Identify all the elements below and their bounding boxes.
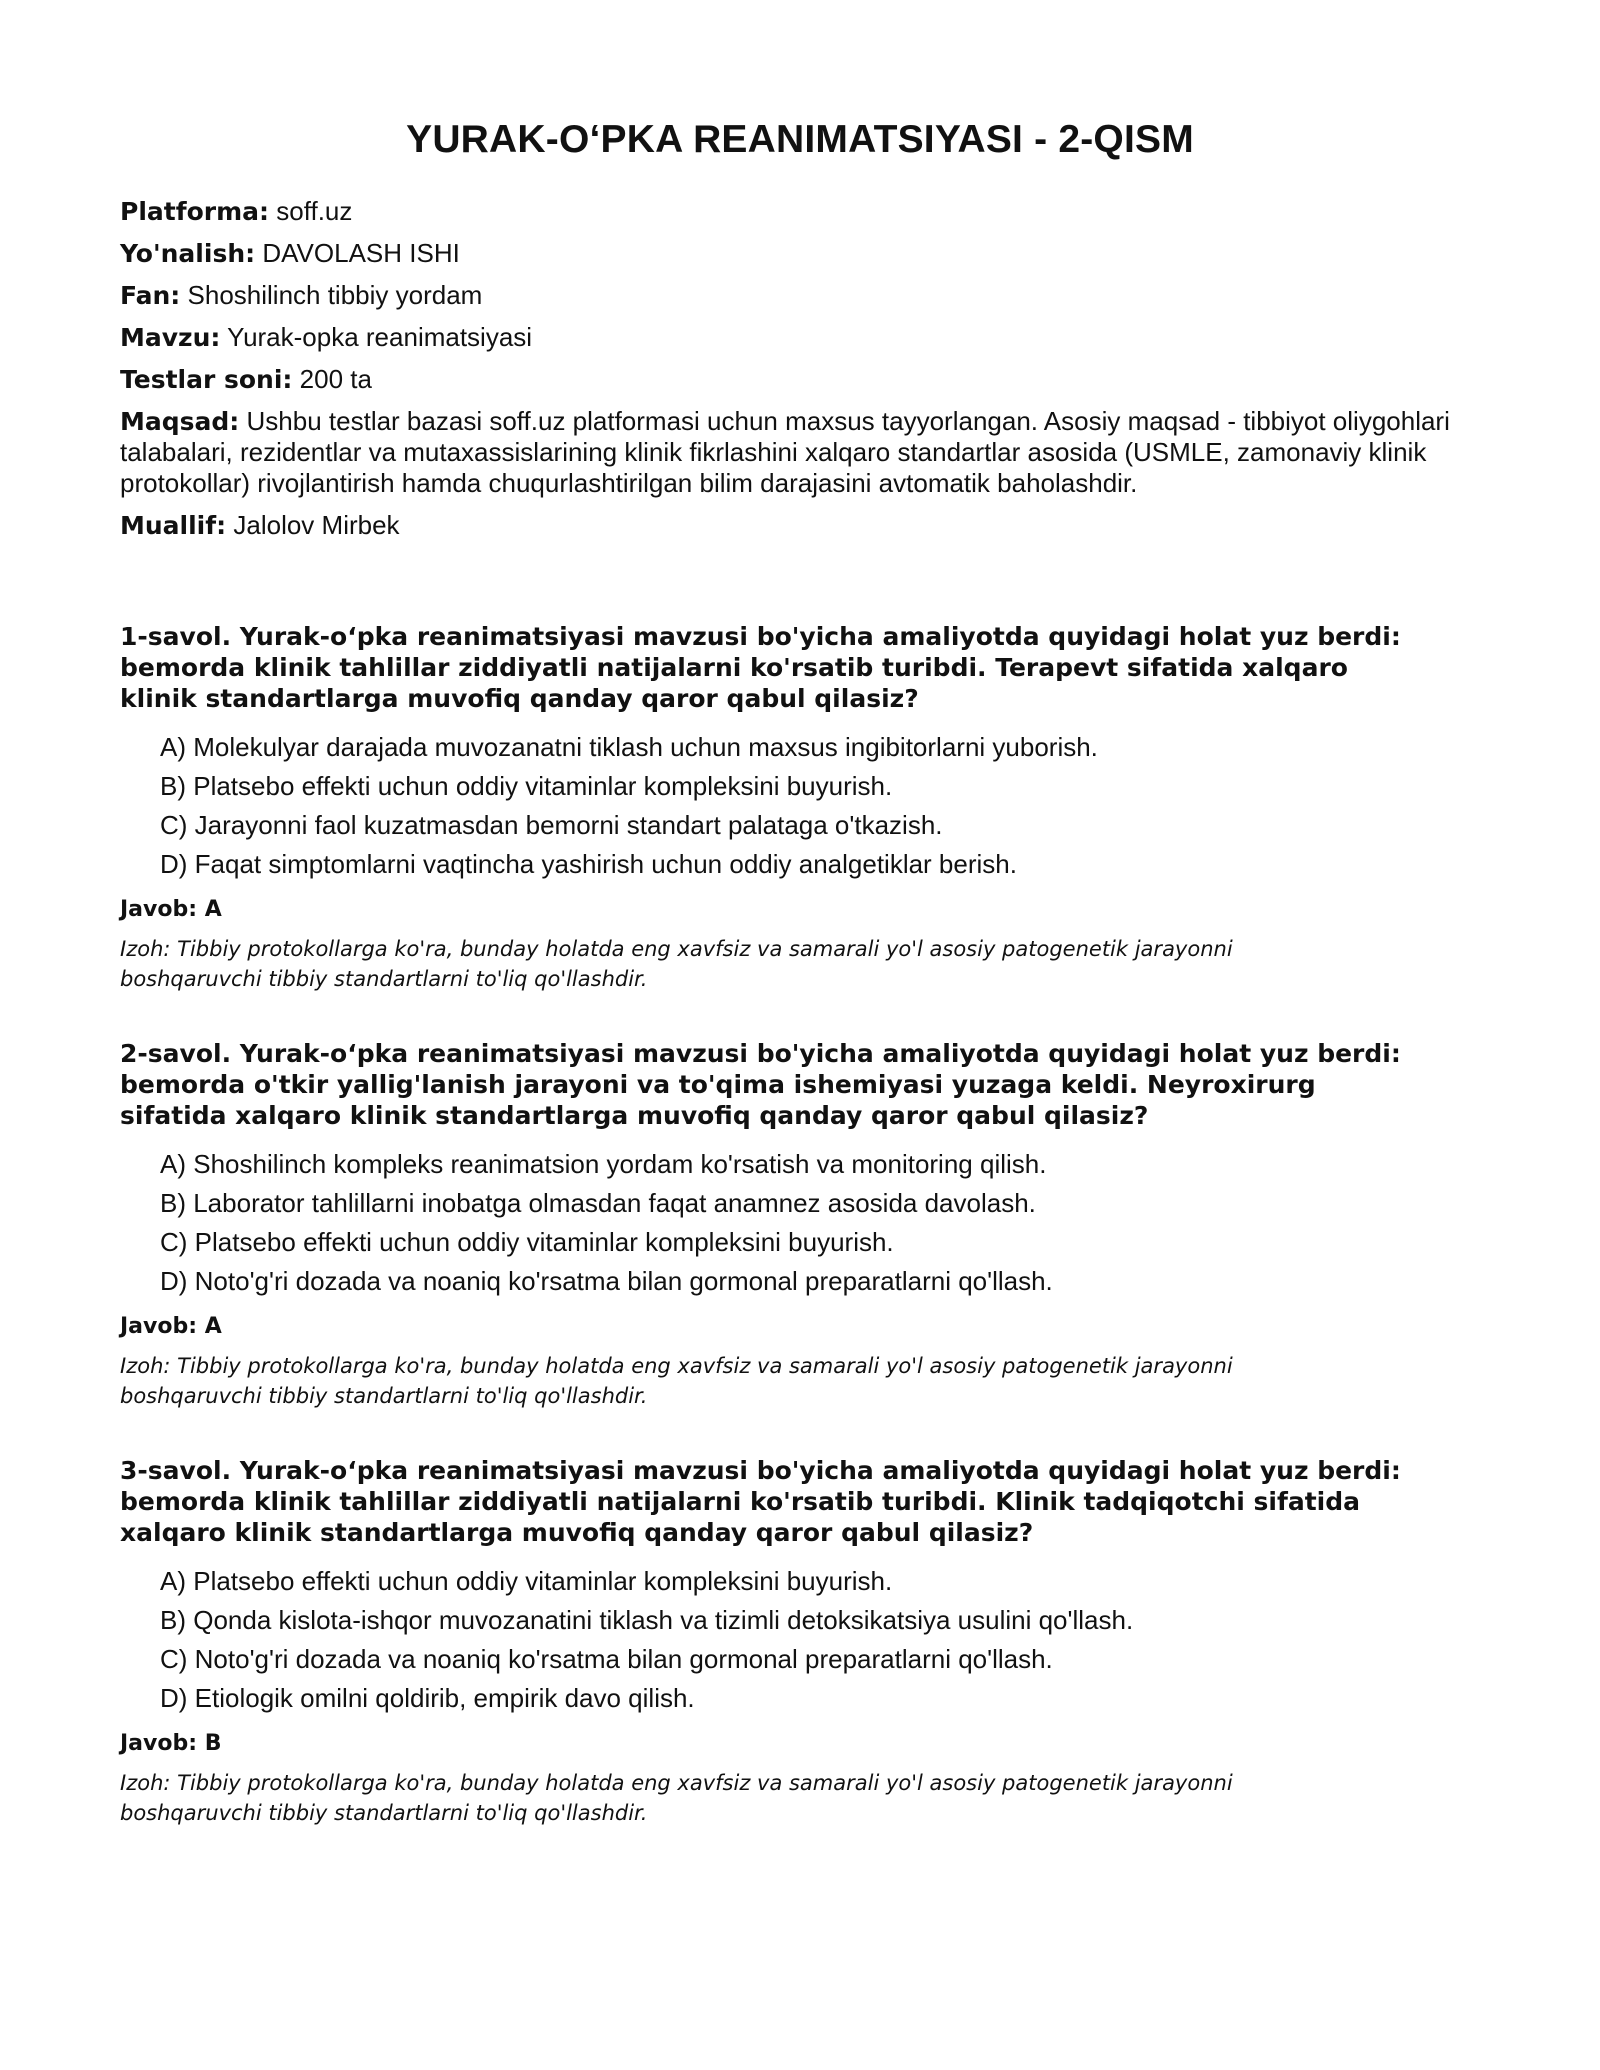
question-text: 2-savol. Yurak-o‘pka reanimatsiyasi mavzusi bo'yicha amaliyotda quyidagi holat yuz berdi: bemorda o'tkir yallig'lanish jarayoni va to'qima ishemiyasi yuzaga keldi. Neyroxirurg sifatida xalqaro klinik standartlarga muvofiq qanday qaror qabul qilasiz? <box>120 1039 1401 1130</box>
option-d: D) Faqat simptomlarni vaqtincha yashirish uchun oddiy analgetiklar berish. <box>160 849 1017 879</box>
question-block-3 <box>120 1455 1480 1828</box>
option-b: B) Platsebo effekti uchun oddiy vitaminlar kompleksini buyurish. <box>160 771 893 801</box>
explanation-text: Izoh: Tibbiy protokollarga ko'ra, bunday holatda eng xavfsiz va samarali yo'l asosiy patogenetik jarayonni boshqaruvchi tibbiy standartlarni to'liq qo'llashdir. <box>120 1771 1233 1825</box>
meta-subject-label: Fan: <box>120 281 181 310</box>
document-page <box>120 118 1480 1872</box>
meta-tests-label: Testlar soni: <box>120 365 293 394</box>
explanation-text: Izoh: Tibbiy protokollarga ko'ra, bunday holatda eng xavfsiz va samarali yo'l asosiy patogenetik jarayonni boshqaruvchi tibbiy standartlarni to'liq qo'llashdir. <box>120 937 1233 991</box>
meta-subject-value: Shoshilinch tibbiy yordam <box>187 280 483 310</box>
answer-text: Javob: A <box>120 1314 222 1339</box>
document-meta <box>120 196 1480 541</box>
meta-topic-label: Mavzu: <box>120 323 221 352</box>
meta-goal-label: Maqsad: <box>120 407 240 436</box>
option-list <box>120 1145 1480 1301</box>
option-b: B) Qonda kislota-ishqor muvozanatini tiklash va tizimli detoksikatsiya usulini qo'llash. <box>160 1605 1134 1635</box>
meta-platform <box>120 196 1480 227</box>
meta-tests <box>120 364 1480 395</box>
option-b: B) Laborator tahlillarni inobatga olmasdan faqat anamnez asosida davolash. <box>160 1188 1036 1218</box>
meta-author <box>120 510 1480 541</box>
meta-topic-value: Yurak-opka reanimatsiyasi <box>227 322 533 352</box>
explanation-text: Izoh: Tibbiy protokollarga ko'ra, bunday holatda eng xavfsiz va samarali yo'l asosiy patogenetik jarayonni boshqaruvchi tibbiy standartlarni to'liq qo'llashdir. <box>120 1354 1233 1408</box>
option-list <box>120 1562 1480 1718</box>
meta-direction-label: Yo'nalish: <box>120 239 256 268</box>
meta-direction-value: DAVOLASH ISHI <box>262 238 460 268</box>
question-text: 1-savol. Yurak-o‘pka reanimatsiyasi mavzusi bo'yicha amaliyotda quyidagi holat yuz berdi: bemorda klinik tahlillar ziddiyatli natijalarni ko'rsatib turibdi. Terapevt sifatida xalqaro klinik standartlarga muvofiq qanday qaror qabul qilasiz? <box>120 622 1401 713</box>
meta-topic <box>120 322 1480 353</box>
meta-author-label: Muallif: <box>120 511 227 540</box>
meta-platform-value: soff.uz <box>276 196 353 226</box>
option-a: A) Shoshilinch kompleks reanimatsion yordam ko'rsatish va monitoring qilish. <box>160 1149 1047 1179</box>
answer-text: Javob: B <box>120 1731 222 1756</box>
question-text: 3-savol. Yurak-o‘pka reanimatsiyasi mavzusi bo'yicha amaliyotda quyidagi holat yuz berdi: bemorda klinik tahlillar ziddiyatli natijalarni ko'rsatib turibdi. Klinik tadqiqotchi sifatida xalqaro klinik standartlarga muvofiq qanday qaror qabul qilasiz? <box>120 1456 1401 1547</box>
question-block-1 <box>120 621 1480 994</box>
meta-goal <box>120 406 1460 499</box>
document-title: YURAK-O‘PKA REANIMATSIYASI - 2-QISM <box>406 118 1194 161</box>
option-list <box>120 728 1480 884</box>
option-d: D) Etiologik omilni qoldirib, empirik davo qilish. <box>160 1683 695 1713</box>
option-c: C) Platsebo effekti uchun oddiy vitaminlar kompleksini buyurish. <box>160 1227 894 1257</box>
option-c: C) Noto'g'ri dozada va noaniq ko'rsatma bilan gormonal preparatlarni qo'llash. <box>160 1644 1053 1674</box>
meta-goal-value: Ushbu testlar bazasi soff.uz platformasi uchun maxsus tayyorlangan. Asosiy maqsad - tibbiyot oliygohlari talabalari, rezidentlar va mutaxassislarining klinik fikrlashini xalqaro standartlar asosida (USMLE, zamonaviy klinik protokollar) rivojlantirish hamda chuqurlashtirilgan bilim darajasini avtomatik baholashdir. <box>120 406 1450 498</box>
meta-direction <box>120 238 1480 269</box>
option-a: A) Platsebo effekti uchun oddiy vitaminlar kompleksini buyurish. <box>160 1566 893 1596</box>
option-d: D) Noto'g'ri dozada va noaniq ko'rsatma bilan gormonal preparatlarni qo'llash. <box>160 1266 1053 1296</box>
option-a: A) Molekulyar darajada muvozanatni tiklash uchun maxsus ingibitorlarni yuborish. <box>160 732 1098 762</box>
meta-author-value: Jalolov Mirbek <box>233 510 400 540</box>
question-list <box>120 621 1480 1828</box>
question-block-2 <box>120 1038 1480 1411</box>
meta-subject <box>120 280 1480 311</box>
answer-text: Javob: A <box>120 897 222 922</box>
meta-platform-label: Platforma: <box>120 197 270 226</box>
option-c: C) Jarayonni faol kuzatmasdan bemorni standart palataga o'tkazish. <box>160 810 943 840</box>
meta-tests-value: 200 ta <box>299 364 372 394</box>
